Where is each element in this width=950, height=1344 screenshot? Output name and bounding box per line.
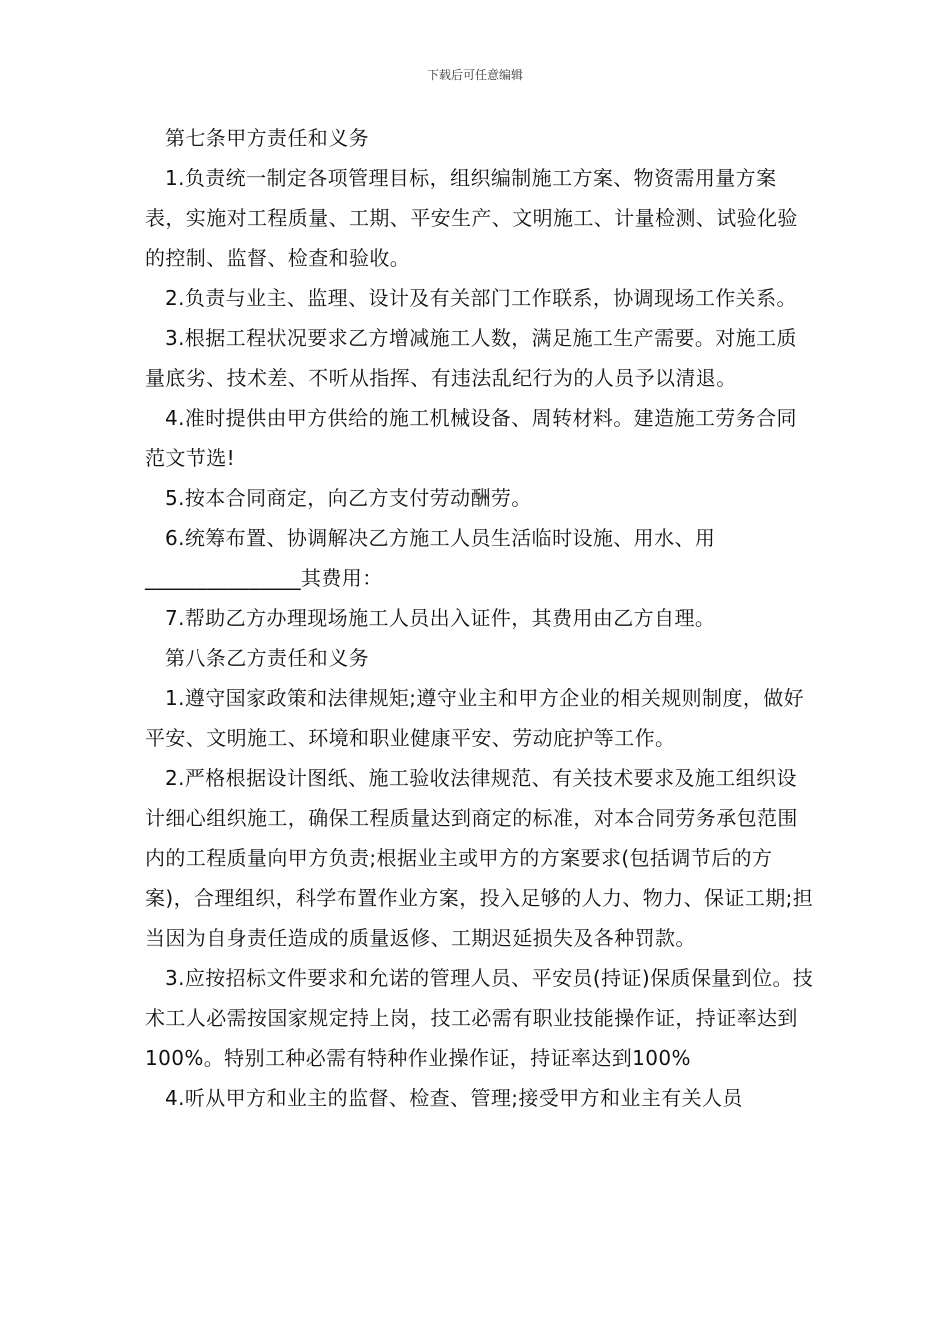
article-8-item-1: 1.遵守国家政策和法律规矩;遵守业主和甲方企业的相关规则制度，做好平安、文明施工、环境和职业健康平安、劳动庇护等工作。 [145,686,805,750]
article-8-heading: 第八条乙方责任和义务 [165,646,369,670]
article-8-item-3: 3.应按招标文件要求和允诺的管理人员、平安员(持证)保质保量到位。技术工人必需按国家规定持上岗，技工必需有职业技能操作证，持证率达到100%。特别工种必需有特种作业操作证，持证率达到100% [145,966,814,1070]
article-7-item-1: 1.负责统一制定各项管理目标，组织编制施工方案、物资需用量方案表，实施对工程质量、工期、平安生产、文明施工、计量检测、试验化验的控制、监督、检查和验收。 [145,166,798,270]
page-header: 下载后可任意编辑 [426,68,523,82]
article-8-item-2: 2.严格根据设计图纸、施工验收法律规范、有关技术要求及施工组织设计细心组织施工，确保工程质量达到商定的标准，对本合同劳务承包范围内的工程质量向甲方负责;根据业主或甲方的方案要求(包括调节后的方案)，合理组织，科学布置作业方案，投入足够的人力、物力、保证工期;担当因为自身责任造成的质量返修、工期迟延损失及各种罚款。 [145,766,814,950]
article-8-item-4: 4.听从甲方和业主的监督、检查、管理;接受甲方和业主有关人员 [165,1086,743,1110]
article-7-item-2: 2.负责与业主、监理、设计及有关部门工作联系，协调现场工作关系。 [165,286,797,310]
document-body [145,118,815,1118]
article-7-item-4: 4.准时提供由甲方供给的施工机械设备、周转材料。建造施工劳务合同范文节选! [145,406,797,470]
article-7-item-3: 3.根据工程状况要求乙方增减施工人数，满足施工生产需要。对施工质量底劣、技术差、不听从指挥、有违法乱纪行为的人员予以清退。 [145,326,797,390]
article-7-item-6: 6.统筹布置、协调解决乙方施工人员生活临时设施、用水、用_______________其费用： [145,526,716,590]
article-7-heading: 第七条甲方责任和义务 [165,126,369,150]
article-7-item-5: 5.按本合同商定，向乙方支付劳动酬劳。 [165,486,532,510]
article-7-item-7: 7.帮助乙方办理现场施工人员出入证件，其费用由乙方自理。 [165,606,716,630]
